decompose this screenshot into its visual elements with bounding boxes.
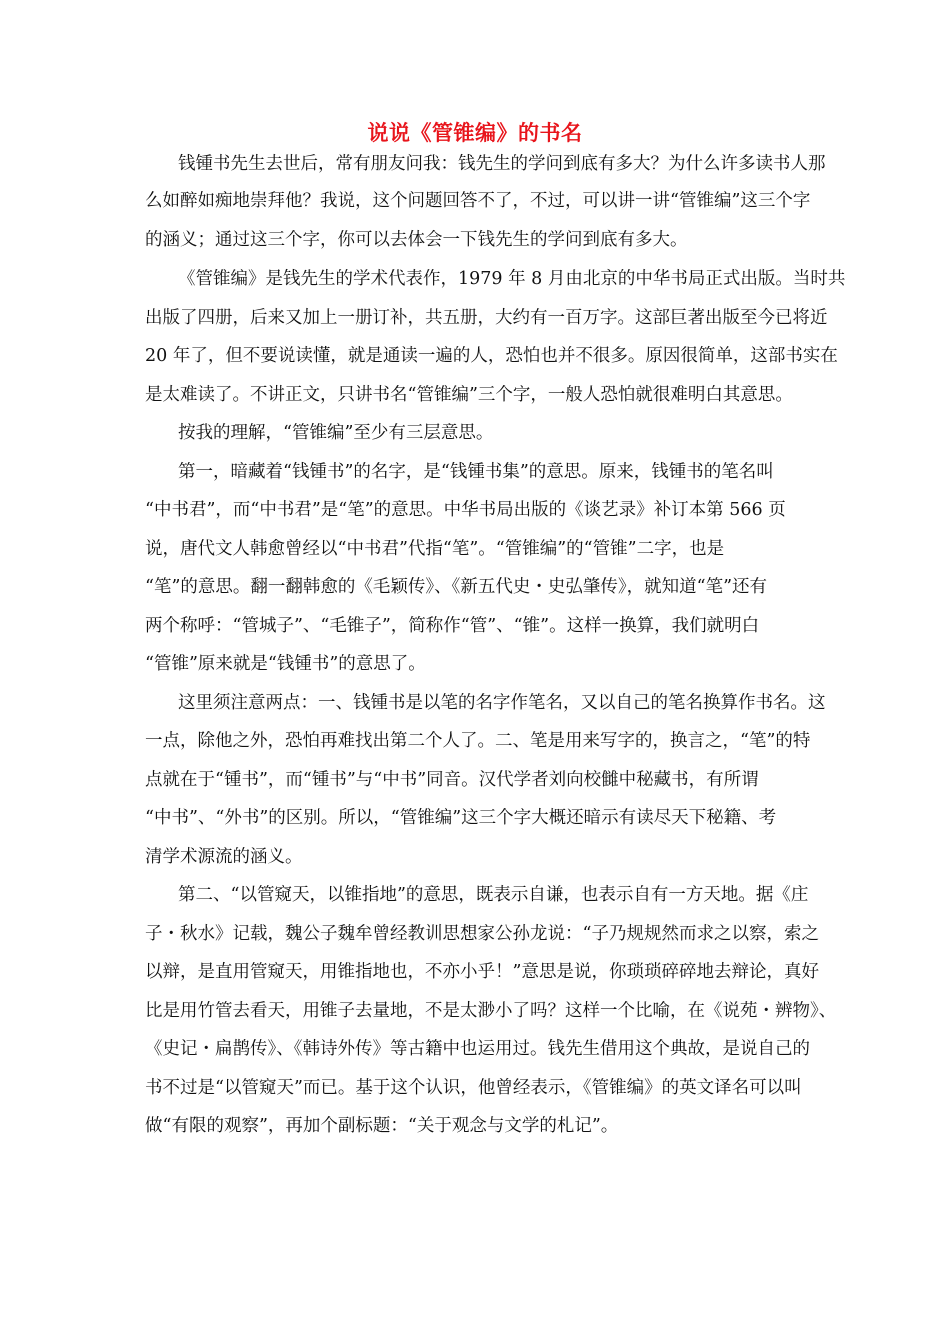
paragraph-line: 说，唐代文人韩愈曾经以“中书君”代指“笔”。“管锥编”的“管锥”二字，也是 [145, 539, 725, 559]
paragraph-line: “中书”、“外书”的区别。所以，“管锥编”这三个字大概还暗示有读尽天下秘籍、考 [145, 808, 777, 828]
paragraph-line: 子・秋水》记载，魏公子魏牟曾经教训思想家公孙龙说：“子乃规规然而求之以察，索之 [145, 924, 819, 944]
paragraph-line: 钱锺书先生去世后，常有朋友问我：钱先生的学问到底有多大？为什么许多读书人那 [178, 154, 826, 174]
paragraph-line: 两个称呼：“管城子”、“毛锥子”，简称作“管”、“锥”。这样一换算，我们就明白 [145, 616, 760, 636]
paragraph-line: 书不过是“以管窥天”而已。基于这个认识，他曾经表示，《管锥编》的英文译名可以叫 [145, 1078, 802, 1098]
paragraph-line: 清学术源流的涵义。 [145, 847, 303, 867]
paragraph-line: 做“有限的观察”，再加个副标题：“关于观念与文学的札记”。 [145, 1116, 619, 1136]
paragraph-line: 出版了四册，后来又加上一册订补，共五册，大约有一百万字。这部巨著出版至今已将近 [145, 308, 828, 328]
paragraph-line: 一点，除他之外，恐怕再难找出第二个人了。二、笔是用来写字的，换言之，“笔”的特 [145, 731, 811, 751]
paragraph-line: 的涵义；通过这三个字，你可以去体会一下钱先生的学问到底有多大。 [145, 230, 688, 250]
paragraph-line: 是太难读了。不讲正文，只讲书名“管锥编”三个字，一般人恐怕就很难明白其意思。 [145, 385, 793, 405]
paragraph-line: 么如醉如痴地崇拜他？我说，这个问题回答不了，不过，可以讲一讲“管锥编”这三个字 [145, 191, 811, 211]
paragraph-line: 20 年了，但不要说读懂，就是通读一遍的人，恐怕也并不很多。原因很简单，这部书实在 [145, 346, 838, 366]
paragraph-line: 按我的理解，“管锥编”至少有三层意思。 [178, 423, 494, 443]
paragraph-line: “笔”的意思。翻一翻韩愈的《毛颖传》、《新五代史・史弘肇传》，就知道“笔”还有 [145, 577, 768, 597]
paragraph-line: “管锥”原来就是“钱锺书”的意思了。 [145, 654, 426, 674]
paragraph-line: “中书君”，而“中书君”是“笔”的意思。中华书局出版的《谈艺录》补订本第 566 页 [145, 500, 786, 520]
paragraph-line: 第一，暗藏着“钱锺书”的名字，是“钱锺书集”的意思。原来，钱锺书的笔名叫 [178, 462, 774, 482]
paragraph-line: 第二、“以管窥天，以锥指地”的意思，既表示自谦，也表示自有一方天地。据《庄 [178, 885, 809, 905]
paragraph-line: 以辩，是直用管窥天，用锥指地也，不亦小乎！”意思是说，你琐琐碎碎地去辩论，真好 [145, 962, 819, 982]
paragraph-line: 这里须注意两点：一、钱锺书是以笔的名字作笔名，又以自己的笔名换算作书名。这 [178, 693, 826, 713]
paragraph-line: 点就在于“锺书”，而“锺书”与“中书”同音。汉代学者刘向校雠中秘藏书，有所谓 [145, 770, 759, 790]
paragraph-line: 《管锥编》是钱先生的学术代表作，1979 年 8 月由北京的中华书局正式出版。当时共 [178, 269, 846, 289]
document-title: 说说《管锥编》的书名 [367, 120, 583, 145]
paragraph-line: 比是用竹管去看天，用锥子去量地，不是太渺小了吗？这样一个比喻，在《说苑・辨物》、 [145, 1001, 837, 1021]
paragraph-line: 《史记・扁鹊传》、《韩诗外传》等古籍中也运用过。钱先生借用这个典故，是说自己的 [145, 1039, 810, 1059]
